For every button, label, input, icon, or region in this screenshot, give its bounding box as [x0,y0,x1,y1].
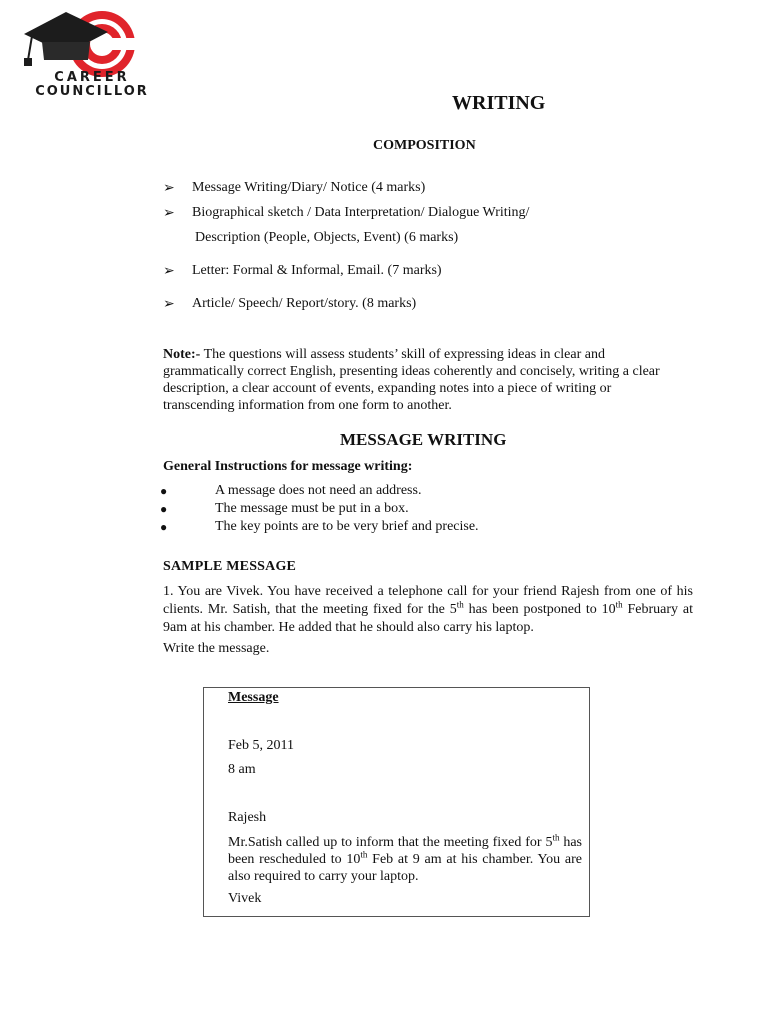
superscript: th [615,599,623,610]
bullet-dot-icon: ● [160,502,168,516]
composition-item-continuation: Description (People, Objects, Event) (6 marks) [195,230,459,245]
composition-item: Message Writing/Diary/ Notice (4 marks) [192,180,426,195]
bullet-dot-icon: ● [160,484,168,498]
superscript: th [360,849,368,860]
question-text: 1. You are Vivek. You have received a telephone call for your friend Rajesh from one of his clients. Mr. Satish, that the meeting fixed for the 5 [163,584,693,617]
arrow-bullet-icon: ➢ [163,181,175,196]
note-text: The questions will assess students’ skill of expressing ideas in clear and grammatically correct English, presenting ideas coherently and concisely, writing a clear description, a clear account of events, expanding notes into a piece of writing or transcending information from one form to another. [163,347,660,413]
note-label: Note:- [163,347,201,362]
write-instruction: Write the message. [163,641,270,656]
logo-text-councillor: COUNCILLOR [35,84,149,99]
note-paragraph [163,346,683,414]
arrow-bullet-icon: ➢ [163,206,175,221]
instruction-item: A message does not need an address. [215,483,422,498]
page-title: WRITING [452,92,546,114]
question-text: February at 9am at his chamber. He added that he should also carry his laptop. [163,602,693,635]
superscript: th [456,599,464,610]
arrow-bullet-icon: ➢ [163,264,175,279]
composition-item: Article/ Speech/ Report/story. (8 marks) [192,296,417,311]
composition-item: Letter: Formal & Informal, Email. (7 marks) [192,263,442,278]
logo-text-career: CAREER [54,70,130,85]
message-writing-heading: MESSAGE WRITING [340,430,507,449]
question-text: has been postponed to 10 [463,602,616,617]
instructions-heading: General Instructions for message writing: [163,459,413,474]
bullet-dot-icon: ● [160,520,168,534]
message-recipient: Rajesh [228,810,267,825]
instruction-item: The message must be put in a box. [215,501,409,516]
message-body-text: has been rescheduled to 10 [228,835,582,867]
superscript: th [552,832,560,843]
arrow-bullet-icon: ➢ [163,297,175,312]
message-body [228,834,582,885]
message-date: Feb 5, 2011 [228,738,294,753]
message-label: Message [228,690,279,705]
message-body-text: Mr.Satish called up to inform that the meeting fixed for 5 [228,835,553,850]
message-time: 8 am [228,762,256,777]
sample-question [163,583,693,637]
section-subtitle: COMPOSITION [373,138,476,153]
sample-message-heading: SAMPLE MESSAGE [163,559,297,574]
message-body-text: Feb at 9 am at his chamber. You are also required to carry your laptop. [228,852,582,884]
composition-item: Biographical sketch / Data Interpretation/ Dialogue Writing/ [192,205,530,220]
message-sender: Vivek [228,891,262,906]
instruction-item: The key points are to be very brief and precise. [215,519,479,534]
